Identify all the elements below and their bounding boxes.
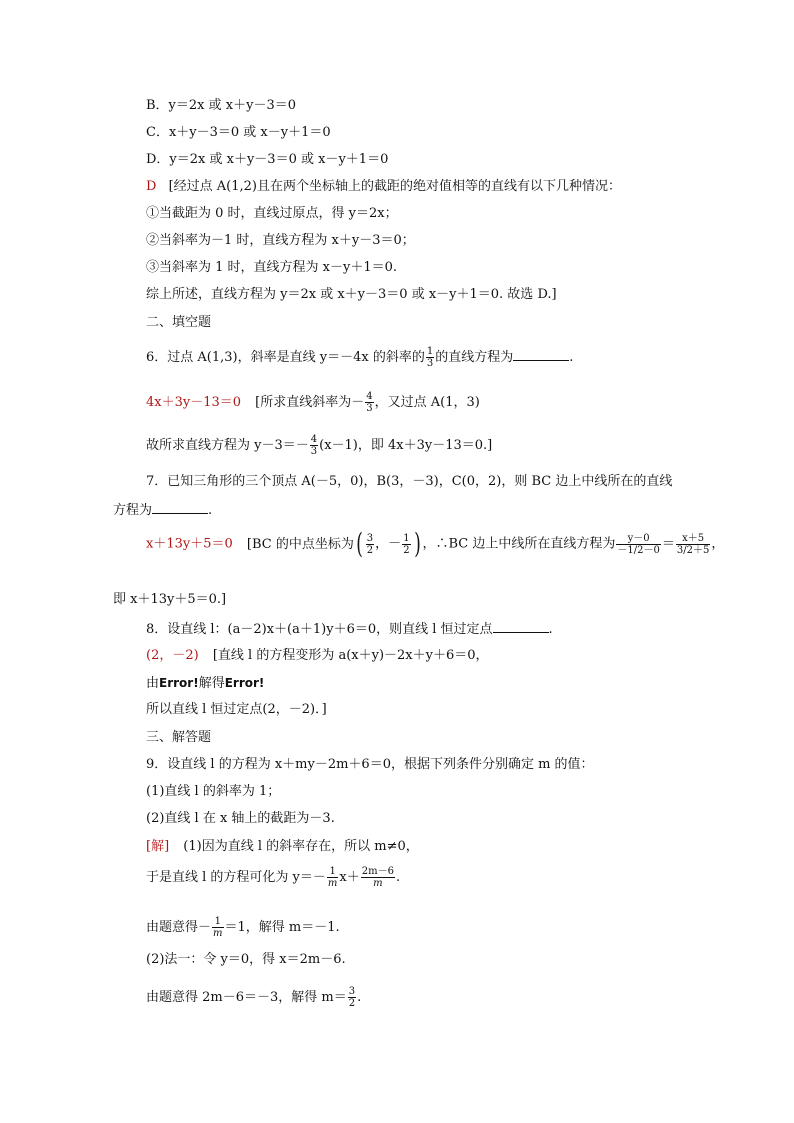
q9-solution-line3: 由题意得－ $\frac{1}{m}$ ＝1，解得 m＝－1. [146,916,340,939]
q7-answer: x＋13y＋5＝0 [146,536,233,552]
q5-case-3: ③当斜率为 1 时，直线方程为 x－y＋1＝0. [146,260,398,275]
q6-solution-line2: 故所求直线方程为 y－3＝－ $\frac{4}{3}$ (x－1)，即 4x＋3y－13＝0.] [146,434,493,457]
q8-solution-line3: 所以直线 l 恒过定点(2，－2)．] [146,702,327,717]
q9-solution-line1: [解] (1)因为直线 l 的斜率存在，所以 m≠0， [146,839,419,854]
q5-option-d: D．y＝2x 或 x＋y－3＝0 或 x－y＋1＝0 [146,152,389,167]
q5-case-1: ①当截距为 0 时，直线过原点，得 y＝2x； [146,206,398,221]
q6-stem-b: 的直线方程为 [435,350,514,365]
q7-lhs-fraction: $\frac{y-0}{-1/2-0}$ [617,532,660,556]
q6-solution-line1: 4x＋3y－13＝0 [所求直线斜率为－ $\frac{4}{3}$ ，又过点 A(1，3) [146,391,480,414]
q7-solution-line2: 即 x＋13y＋5＝0.] [113,592,227,607]
q6-slope-fraction: $\frac{4}{3}$ [366,391,373,414]
q5-solution-intro [146,178,621,196]
q5-answer: D [146,179,157,194]
q8-stem: 8．设直线 l：(a－2)x＋(a＋1)y＋6＝0，则直线 l 恒过定点 . [146,622,553,637]
q6-slope-fraction-2: $\frac{4}{3}$ [310,434,318,457]
q6-stem-a: 6．过点 A(1,3)，斜率是直线 y＝－4x 的斜率的 [146,350,425,365]
q6-answer: 4x＋3y－13＝0 [146,395,242,410]
q9-solution-label: [解] [146,839,170,854]
q8-solution-line1: (2，－2) [直线 l 的方程变形为 a(x＋y)－2x＋y＋6＝0， [146,648,489,663]
q8-solution-line2: 由Error!解得Error! [146,676,265,691]
q5-case-2: ②当斜率为－1 时，直线方程为 x＋y－3＝0； [146,233,415,248]
q9-part1: (1)直线 l 的斜率为 1； [146,784,281,799]
q5-solution-text: [经过点 A(1,2)且在两个坐标轴上的截距的绝对值相等的直线有以下几种情况： [168,179,621,194]
q9-part2: (2)直线 l 在 x 轴上的截距为－3. [146,811,335,826]
q7-stem-line2: 方程为 . [113,503,213,518]
q9-solution-line5: 由题意得 2m－6＝－3，解得 m＝ $\frac{3}{2}$ . [146,986,362,1009]
left-paren: ( [356,527,363,560]
q9-stem: 9．设直线 l 的方程为 x＋my－2m＋6＝0，根据下列条件分别确定 m 的值： [146,757,594,772]
error-text-1: Error! [159,676,199,690]
q7-answer-blank [152,501,208,514]
q6-fraction: $\frac{1}{3}$ [426,346,434,369]
q8-answer-blank [493,620,549,633]
q5-option-c: C．x＋y－3＝0 或 x－y＋1＝0 [146,125,331,140]
q5-option-b: B．y＝2x 或 x＋y－3＝0 [146,98,296,113]
q9-solution-line4: (2)法一：令 y＝0，得 x＝2m－6. [146,952,346,967]
right-paren: ) [413,527,421,560]
section-fill-in-title: 二、填空题 [146,315,212,330]
q7-solution: x＋13y＋5＝0 [BC 的中点坐标为( $\frac{3}{2}$ ，－ $\frac{1}{2}$ ) ，∴BC 边上中线所在直线方程为 $\frac{y-0}{-1/2-0}$ ＝ $\frac{x+5}{3/2+5}$ ， [146,527,725,560]
q7-rhs-fraction: $\frac{x+5}{3/2+5}$ [676,532,710,556]
section-answer-title: 三、解答题 [146,730,212,745]
q7-stem-line1: 7．已知三角形的三个顶点 A(－5，0)，B(3，－3)，C(0，2)，则 BC 边上中线所在的直线 [146,474,673,489]
q9-solution-line2: 于是直线 l 的方程可化为 y＝－ $\frac{1}{m}$ x＋ $\frac{2m-6}{m}$ . [146,866,401,889]
q6-answer-blank [513,348,569,361]
q5-summary: 综上所述，直线方程为 y＝2x 或 x＋y－3＝0 或 x－y＋1＝0. 故选 D.] [146,287,557,302]
error-text-2: Error! [224,676,265,690]
q8-answer: (2，－2) [146,648,199,663]
q6-stem: 6．过点 A(1,3)，斜率是直线 y＝－4x 的斜率的 $\frac{1}{3}$ 的直线方程为 . [146,346,574,369]
